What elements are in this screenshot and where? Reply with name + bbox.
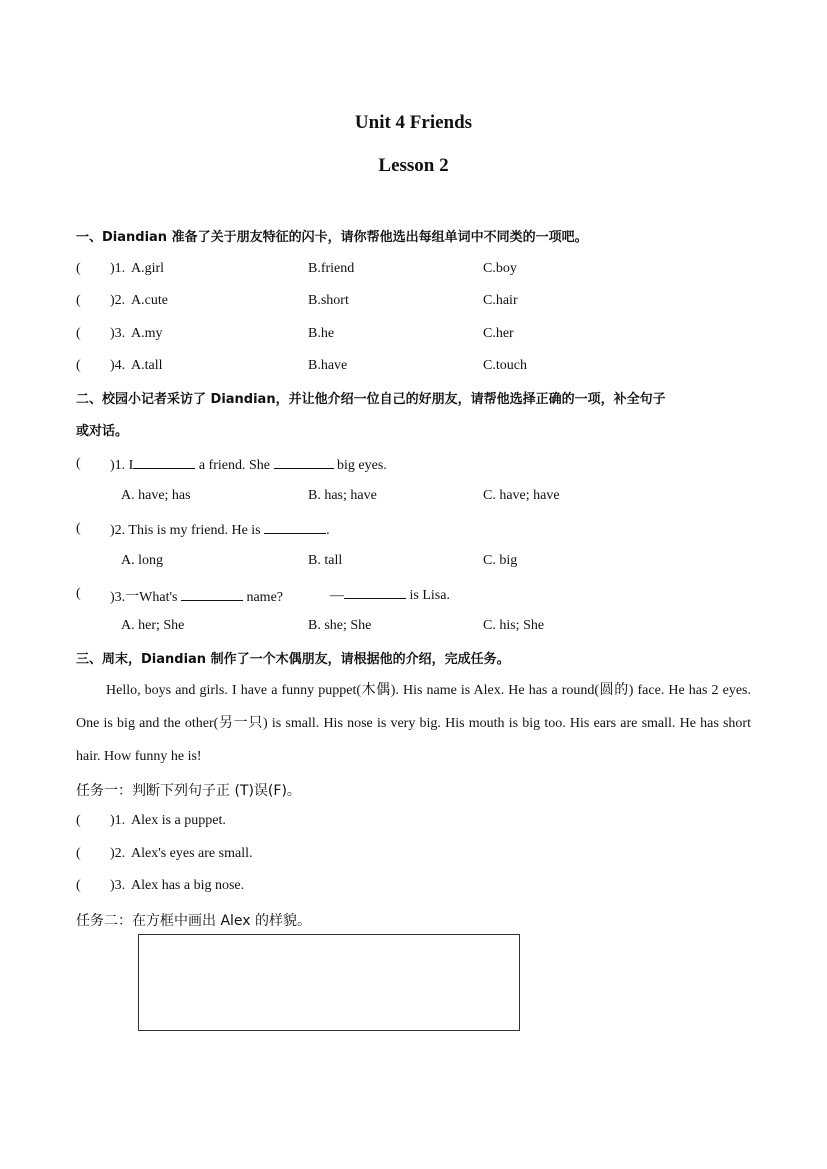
q3-text-4: is Lisa. bbox=[409, 588, 450, 603]
question-number: )1. bbox=[110, 813, 126, 828]
option-a: A. long bbox=[121, 553, 163, 568]
answer-paren: ( bbox=[76, 586, 81, 601]
question-number: )2. bbox=[110, 293, 126, 308]
question-number: )1. bbox=[110, 261, 126, 276]
page-subtitle: Lesson 2 bbox=[378, 155, 449, 176]
q3-sentence bbox=[110, 586, 283, 606]
section3-heading: 三、周末，Diandian 制作了一个木偶朋友，请根据他的介绍，完成任务。 bbox=[76, 652, 510, 667]
drawing-box[interactable] bbox=[138, 934, 520, 1031]
answer-paren: ( bbox=[76, 521, 81, 536]
option-b: B.he bbox=[308, 326, 335, 341]
q3-blank-2 bbox=[344, 586, 406, 599]
reading-passage: Hello, boys and girls. I have a funny puppet(木偶). His name is Alex. He has a round(圆的) face. He has 2 eyes. One is big and the other(另一只) is small. His nose is very big. His mouth is big too. His ears are small. He has short hair. How funny he is! bbox=[76, 683, 751, 764]
question-number: )2. bbox=[110, 523, 126, 538]
q1-blank-2 bbox=[274, 456, 334, 469]
option-b: B.friend bbox=[308, 261, 355, 276]
answer-paren: ( bbox=[76, 358, 81, 373]
statement-text: Alex's eyes are small. bbox=[131, 846, 253, 861]
option-a: A.my bbox=[131, 326, 163, 341]
statement-text: Alex has a big nose. bbox=[131, 878, 245, 893]
q1-sentence bbox=[110, 456, 387, 474]
q3-reply bbox=[330, 586, 450, 604]
section2-heading-cont: 或对话。 bbox=[76, 424, 129, 439]
option-b: B. has; have bbox=[308, 488, 377, 503]
answer-paren: ( bbox=[76, 456, 81, 471]
option-c: C. his; She bbox=[483, 618, 545, 633]
answer-paren: ( bbox=[76, 813, 81, 828]
answer-paren: ( bbox=[76, 293, 81, 308]
option-c: C.hair bbox=[483, 293, 518, 308]
q1-blank-1 bbox=[133, 456, 195, 469]
option-b: B.short bbox=[308, 293, 349, 308]
q3-text-1: 一What's bbox=[125, 590, 178, 605]
question-number: )3. bbox=[110, 590, 126, 605]
option-a: A. her; She bbox=[121, 618, 185, 633]
statement-text: Alex is a puppet. bbox=[131, 813, 226, 828]
q3-dash: — bbox=[330, 588, 344, 603]
option-b: B. tall bbox=[308, 553, 343, 568]
option-c: C.boy bbox=[483, 261, 517, 276]
question-number: )2. bbox=[110, 846, 126, 861]
option-a: A.cute bbox=[131, 293, 168, 308]
option-c: C. big bbox=[483, 553, 518, 568]
q2-text-2: . bbox=[326, 523, 330, 538]
answer-paren: ( bbox=[76, 846, 81, 861]
task2-label: 任务二：在方框中画出 Alex 的样貌。 bbox=[76, 913, 312, 929]
answer-paren: ( bbox=[76, 878, 81, 893]
option-c: C.her bbox=[483, 326, 514, 341]
section2-heading: 二、校园小记者采访了 Diandian，并让他介绍一位自己的好朋友，请帮他选择正确的一项，补全句子 bbox=[76, 392, 666, 407]
q3-blank-1 bbox=[181, 588, 243, 601]
q3-text-2: name? bbox=[246, 590, 283, 605]
q1-text-2: a friend. She bbox=[198, 458, 270, 473]
section1-heading: 一、Diandian 准备了关于朋友特征的闪卡，请你帮他选出每组单词中不同类的一项吧。 bbox=[76, 230, 588, 245]
page-title: Unit 4 Friends bbox=[354, 112, 473, 133]
answer-paren: ( bbox=[76, 326, 81, 341]
option-b: B. she; She bbox=[308, 618, 372, 633]
answer-paren: ( bbox=[76, 261, 81, 276]
task1-label: 任务一：判断下列句子正 (T)误(F)。 bbox=[76, 783, 301, 799]
q2-sentence bbox=[110, 521, 330, 539]
q1-text-1: I bbox=[128, 458, 134, 473]
q2-text-1: This is my friend. He is bbox=[128, 523, 261, 538]
option-a: A.girl bbox=[131, 261, 165, 276]
question-number: )3. bbox=[110, 878, 126, 893]
option-c: C.touch bbox=[483, 358, 527, 373]
question-number: )3. bbox=[110, 326, 126, 341]
question-number: )4. bbox=[110, 358, 126, 373]
q2-blank bbox=[264, 521, 326, 534]
option-b: B.have bbox=[308, 358, 348, 373]
question-number: )1. bbox=[110, 458, 126, 473]
option-a: A. have; has bbox=[121, 488, 191, 503]
option-c: C. have; have bbox=[483, 488, 560, 503]
q1-text-3: big eyes. bbox=[337, 458, 387, 473]
option-a: A.tall bbox=[131, 358, 163, 373]
